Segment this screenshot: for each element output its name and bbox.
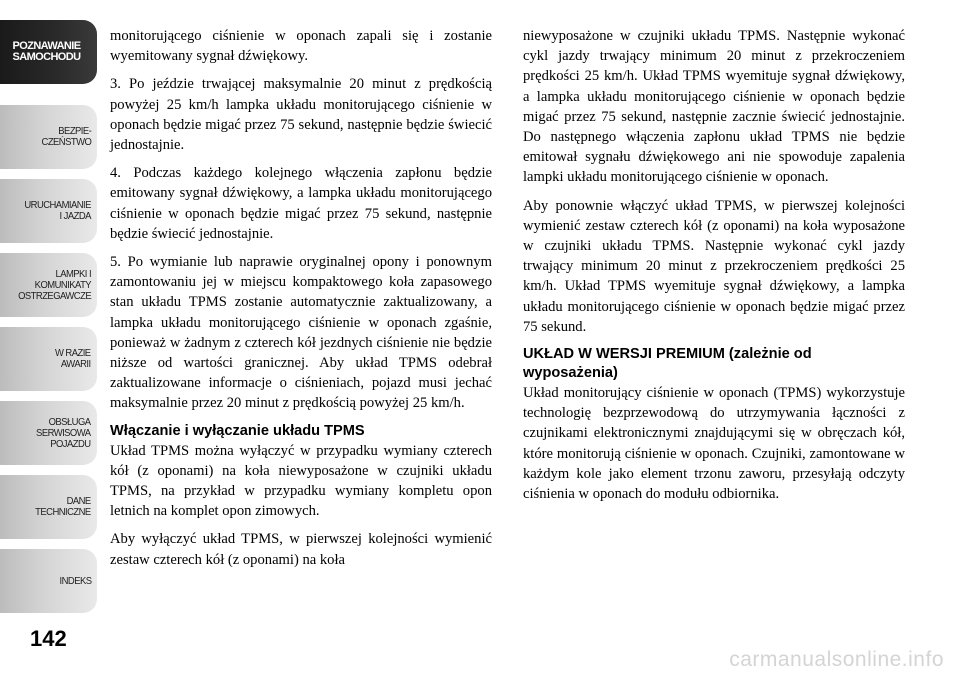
paragraph: 4. Podczas każdego kolejnego włączenia zapłonu będzie emitowany sygnał dźwiękowy, a lampka układu monitorującego ciśnienie w oponach będzie migać przez 75 sekund, następnie będzie świecić jednostajnie. bbox=[110, 165, 492, 242]
tab-dane-techniczne[interactable] bbox=[0, 475, 97, 539]
section-heading: UKŁAD W WERSJI PREMIUM (zależnie od wyposażenia) bbox=[523, 346, 812, 382]
tab-uruchamianie-i-jazda[interactable] bbox=[0, 179, 97, 243]
page-number: 142 bbox=[30, 626, 67, 651]
left-text-column bbox=[110, 26, 492, 578]
tab-w-razie-awarii[interactable] bbox=[0, 327, 97, 391]
paragraph: 3. Po jeździe trwającej maksymalnie 20 minut z prędkością powyżej 25 km/h lampka układu monitorującego ciśnienie w oponach będzie migać przez 75 sekund, następnie będzie świecić jednostajnie. bbox=[110, 76, 492, 154]
section-heading: Włączanie i wyłączanie układu TPMS bbox=[110, 422, 365, 439]
tab-bezpieczenstwo[interactable] bbox=[0, 105, 97, 169]
paragraph: monitorującego ciśnienie w oponach zapali się i zostanie wyemitowany sygnał dźwiękowy. bbox=[110, 28, 492, 65]
paragraph: niewyposażone w czujniki układu TPMS. Następnie wykonać cykl jazdy trwający minimum 20 minut z przekroczeniem prędkości 25 km/h. Układ TPMS wyemituje sygnał dźwiękowy, a lampka układu monitorującego ciśnienie w oponach będzie migać przez 75 sekund, następnie zacznie świecić jednostajnie. Do następnego włączenia zapłonu układ TPMS nie będzie emitował sygnału dźwiękowego ani nie spowoduje zapalenia lampki układu monitorującego ciśnienie w oponach. bbox=[523, 28, 905, 186]
tab-label: BEZPIE- CZEŃSTWO bbox=[41, 125, 91, 148]
tab-label: POZNAWANIE SAMOCHODU bbox=[12, 40, 81, 63]
tab-poznawanie-samochodu[interactable] bbox=[0, 20, 97, 84]
paragraph: Układ TPMS można wyłączyć w przypadku wymiany czterech kół (z oponami) na koła niewyposażone w czujniki układu TPMS, na przykład w przypadku wymiany kompletu opon letnich na komplet opon zimowych. bbox=[110, 442, 492, 520]
tab-lampki-i-komunikaty[interactable] bbox=[0, 253, 97, 317]
tab-indeks[interactable] bbox=[0, 549, 97, 613]
tab-label: OBSŁUGA SERWISOWA POJAZDU bbox=[36, 415, 91, 450]
right-text-column bbox=[523, 26, 905, 512]
paragraph: Aby wyłączyć układ TPMS, w pierwszej kolejności wymienić zestaw czterech kół (z oponami) na koła bbox=[110, 531, 492, 568]
tab-label: LAMPKI I KOMUNIKATY OSTRZEGAWCZE bbox=[18, 267, 91, 302]
tab-label: DANE TECHNICZNE bbox=[35, 495, 91, 518]
watermark: carmanualsonline.info bbox=[729, 648, 944, 671]
tab-label: URUCHAMIANIE I JAZDA bbox=[24, 199, 91, 222]
chapter-sidebar bbox=[0, 0, 99, 678]
tab-label: W RAZIE AWARII bbox=[55, 347, 91, 370]
paragraph: 5. Po wymianie lub naprawie oryginalnej opony i ponownym zamontowaniu jej w miejscu kompaktowego koła zapasowego stan układu TPMS zostanie automatycznie zaktualizowany, a lampka układu monitorującego ciśnienie w oponach zgaśnie, ponieważ w żadnym z czterech kół jezdnych ciśnienie nie będzie niższe od wartości granicznej. Aby układ TPMS odebrał zaktualizowane informacje o ciśnieniach, pojazd musi jechać maksymalnie przez 20 minut z prędkością powyżej 25 km/h. bbox=[110, 254, 492, 412]
tab-obsluga-serwisowa[interactable] bbox=[0, 401, 97, 465]
paragraph: Aby ponownie włączyć układ TPMS, w pierwszej kolejności wymienić zestaw czterech kół (z oponami) na koła wyposażone w czujniki układu TPMS. Następnie wykonać cykl jazdy trwający minimum 20 minut z przekroczeniem prędkości 25 km/h. Układ TPMS wyemituje sygnał dźwiękowy, a lampka układu monitorującego ciśnienie w oponach będzie migać przez 75 sekund. bbox=[523, 197, 905, 335]
paragraph: Układ monitorujący ciśnienie w oponach (TPMS) wykorzystuje technologię bezprzewodową do utrzymywania łączności z czujnikami elektronicznymi znajdującymi się w obręczach kół, które monitorują ciśnienie w oponach. Czujniki, zamontowane w każdym kole jako element trzonu zaworu, przesyłają odczyty ciśnienia w oponach do modułu odbiornika. bbox=[523, 385, 905, 503]
tab-label: INDEKS bbox=[59, 574, 91, 587]
